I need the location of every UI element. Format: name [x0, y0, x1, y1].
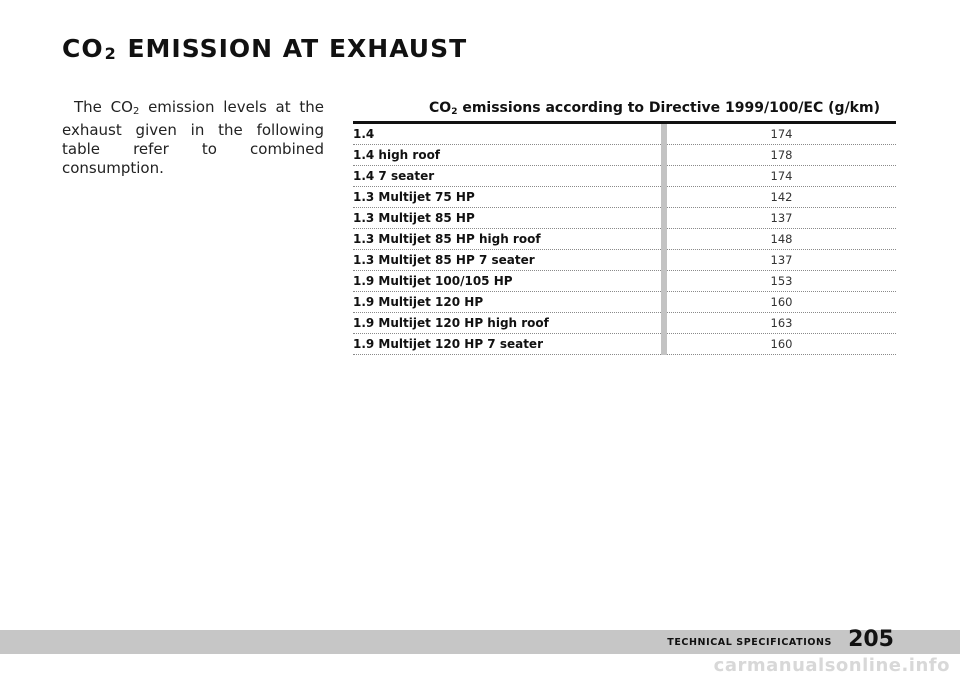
- intro-part1: The CO: [74, 98, 133, 116]
- emission-value-cell: 174: [667, 166, 896, 187]
- model-cell: 1.9 Multijet 120 HP high roof: [353, 313, 661, 334]
- model-cell: 1.3 Multijet 75 HP: [353, 187, 661, 208]
- title-suffix: EMISSION AT EXHAUST: [117, 34, 468, 63]
- model-cell: 1.3 Multijet 85 HP: [353, 208, 661, 229]
- table-row: [353, 334, 896, 355]
- title-subscript: 2: [104, 44, 117, 63]
- table-row: [353, 292, 896, 313]
- intro-part2: emission levels at the exhaust given in the following table refer to combined consumption.: [62, 98, 324, 177]
- emission-value-cell: 137: [667, 250, 896, 271]
- footer-section-title: TECHNICAL SPECIFICATIONS: [667, 637, 832, 648]
- model-cell: 1.9 Multijet 100/105 HP: [353, 271, 661, 292]
- emissions-table-body: [353, 124, 896, 355]
- table-row: [353, 208, 896, 229]
- table-row: [353, 271, 896, 292]
- footer-bar: [0, 627, 960, 654]
- table-row: [353, 250, 896, 271]
- emission-value-cell: 160: [667, 292, 896, 313]
- model-cell: 1.9 Multijet 120 HP 7 seater: [353, 334, 661, 355]
- table-caption: [353, 100, 896, 121]
- caption-subscript: 2: [451, 107, 458, 117]
- model-cell: 1.4: [353, 124, 661, 145]
- title-prefix: CO: [62, 34, 104, 63]
- table-row: [353, 145, 896, 166]
- emission-value-cell: 153: [667, 271, 896, 292]
- table-row: [353, 124, 896, 145]
- emission-value-cell: 174: [667, 124, 896, 145]
- intro-subscript: 2: [132, 106, 140, 117]
- model-cell: 1.3 Multijet 85 HP 7 seater: [353, 250, 661, 271]
- table-row: [353, 229, 896, 250]
- emission-value-cell: 137: [667, 208, 896, 229]
- caption-prefix: CO: [429, 100, 452, 116]
- emission-value-cell: 148: [667, 229, 896, 250]
- table-row: [353, 166, 896, 187]
- table-row: [353, 313, 896, 334]
- emissions-table-section: [353, 100, 896, 355]
- intro-paragraph: [62, 98, 324, 178]
- model-cell: 1.3 Multijet 85 HP high roof: [353, 229, 661, 250]
- model-cell: 1.4 7 seater: [353, 166, 661, 187]
- emissions-table: [353, 124, 896, 355]
- page-number: 205: [848, 627, 894, 652]
- model-cell: 1.9 Multijet 120 HP: [353, 292, 661, 313]
- caption-suffix: emissions according to Directive 1999/100/EC (g/km): [457, 100, 880, 116]
- model-cell: 1.4 high roof: [353, 145, 661, 166]
- table-row: [353, 187, 896, 208]
- emission-value-cell: 160: [667, 334, 896, 355]
- watermark: carmanualsonline.info: [713, 655, 950, 676]
- emission-value-cell: 142: [667, 187, 896, 208]
- emission-value-cell: 178: [667, 145, 896, 166]
- emission-value-cell: 163: [667, 313, 896, 334]
- page-title: [62, 34, 467, 63]
